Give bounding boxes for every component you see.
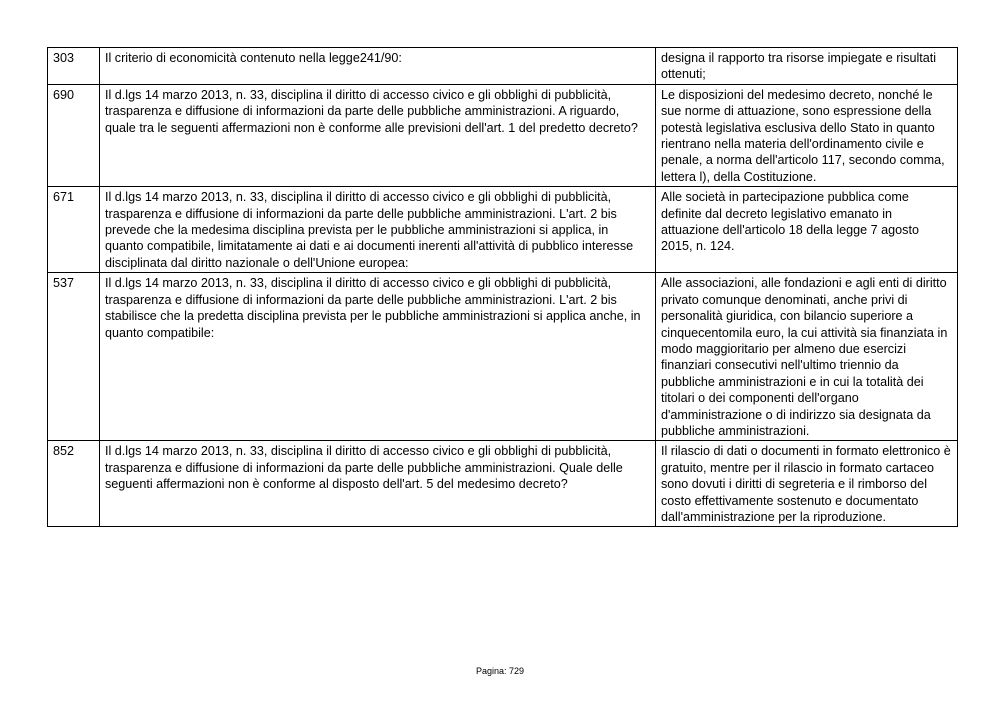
answer-text: Alle associazioni, alle fondazioni e agli enti di diritto privato comunque denominati, anche privi di personalità giuridica, con bilancio superiore a cinquecentomila euro, la cui attività sia finanziata in modo maggioritario per almeno due esercizi finanziari consecutivi nell'ultimo triennio da pubbliche amministrazioni e in cui la totalità dei titolari o dei componenti dell'organo d'amministrazione o di indirizzo sia designata da pubbliche amministrazioni.: [656, 273, 958, 441]
question-id: 303: [48, 48, 100, 85]
table-row: [48, 441, 958, 527]
question-text: Il d.lgs 14 marzo 2013, n. 33, disciplina il diritto di accesso civico e gli obblighi di pubblicità, trasparenza e diffusione di informazioni da parte delle pubbliche amministrazioni. Quale delle seguenti affermazioni non è conforme al disposto dell'art. 5 del medesimo decreto?: [100, 441, 656, 527]
question-text: Il d.lgs 14 marzo 2013, n. 33, disciplina il diritto di accesso civico e gli obblighi di pubblicità, trasparenza e diffusione di informazioni da parte delle pubbliche amministrazioni. A riguardo, quale tra le seguenti affermazioni non è conforme alle previsioni dell'art. 1 del predetto decreto?: [100, 84, 656, 186]
question-text: Il d.lgs 14 marzo 2013, n. 33, disciplina il diritto di accesso civico e gli obblighi di pubblicità, trasparenza e diffusione di informazioni da parte delle pubbliche amministrazioni. L'art. 2 bis prevede che la medesima disciplina prevista per le pubbliche amministrazioni si applica, in quanto compatibile, limitatamente ai dati e ai documenti inerenti all'attività di pubblico interesse disciplinata dal diritto nazionale o dell'Unione europea:: [100, 187, 656, 273]
question-text: Il d.lgs 14 marzo 2013, n. 33, disciplina il diritto di accesso civico e gli obblighi di pubblicità, trasparenza e diffusione di informazioni da parte delle pubbliche amministrazioni. L'art. 2 bis stabilisce che la predetta disciplina prevista per le pubbliche amministrazioni si applica anche, in quanto compatibile:: [100, 273, 656, 441]
question-id: 537: [48, 273, 100, 441]
table-row: [48, 273, 958, 441]
page-number: Pagina: 729: [475, 666, 525, 676]
question-id: 852: [48, 441, 100, 527]
answer-text: Il rilascio di dati o documenti in formato elettronico è gratuito, mentre per il rilascio in formato cartaceo sono dovuti i diritti di segreteria e il rimborso del costo effettivamente sostenuto e documentato dall'amministrazione per la riproduzione.: [656, 441, 958, 527]
question-id: 671: [48, 187, 100, 273]
question-id: 690: [48, 84, 100, 186]
table-row: [48, 187, 958, 273]
answer-text: Le disposizioni del medesimo decreto, nonché le sue norme di attuazione, sono espressione della potestà legislativa esclusiva dello Stato in quanto rientrano nella materia dell'ordinamento civile e penale, a norma dell'articolo 117, secondo comma, lettera l), della Costituzione.: [656, 84, 958, 186]
questions-table: [47, 47, 958, 527]
table-row: [48, 48, 958, 85]
answer-text: designa il rapporto tra risorse impiegate e risultati ottenuti;: [656, 48, 958, 85]
question-text: Il criterio di economicità contenuto nella legge241/90:: [100, 48, 656, 85]
table-row: [48, 84, 958, 186]
answer-text: Alle società in partecipazione pubblica come definite dal decreto legislativo emanato in attuazione dell'articolo 18 della legge 7 agosto 2015, n. 124.: [656, 187, 958, 273]
